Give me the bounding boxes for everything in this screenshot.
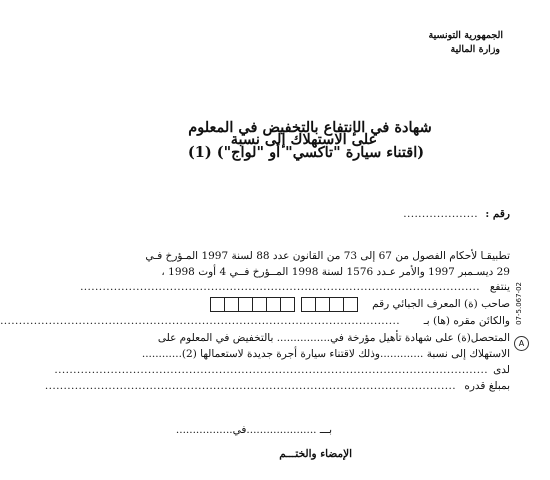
republic-header: الجمهورية التونسية bbox=[428, 30, 503, 41]
purpose-line: الاستهلاك إلى نسبة .............وذلك لاقتناء سيارة أجرة جديدة لاستعمالها (2)............ bbox=[141, 348, 510, 360]
tax-id-box[interactable] bbox=[280, 297, 295, 312]
at-label: لدى bbox=[493, 364, 510, 376]
certificate-line: المتحصل(ة) على شهادة تأهيل مؤرخة في................ بالتخفيض في المعلوم على bbox=[157, 332, 510, 344]
tax-id-box[interactable] bbox=[301, 297, 316, 312]
tax-id-box[interactable] bbox=[238, 297, 253, 312]
form-code: 07-5.067-02 bbox=[515, 282, 523, 325]
ministry-header: وزارة المالية bbox=[450, 44, 500, 55]
beneficiary-label: ينتفع bbox=[489, 281, 510, 293]
tax-id-label: صاحب (ة) المعرف الجبائي رقم bbox=[372, 298, 510, 310]
document-title-line2: على الاستهلاك إلى نسبة bbox=[230, 131, 378, 148]
at-field[interactable]: .................................................................................................................... bbox=[54, 364, 488, 376]
legal-basis-line1: تطبيقـا لأحكام الفصول من 67 إلى 73 من القانون عدد 88 لسنة 1997 المـؤرخ فـي bbox=[145, 250, 510, 262]
tax-id-boxes[interactable] bbox=[211, 297, 358, 312]
tax-id-box[interactable] bbox=[224, 297, 239, 312]
seal-icon: A bbox=[514, 336, 529, 351]
address-label: والكائن مقره (ها) بـ bbox=[423, 315, 510, 327]
tax-id-box[interactable] bbox=[266, 297, 281, 312]
tax-id-box[interactable] bbox=[210, 297, 225, 312]
reference-dots[interactable]: .................... bbox=[403, 208, 478, 220]
place-date-line[interactable]: بـــ .....................في................. bbox=[175, 424, 332, 436]
tax-id-box[interactable] bbox=[315, 297, 330, 312]
document-title-line1: شهادة في الإنتفاع بالتخفيض في المعلوم bbox=[188, 119, 432, 136]
amount-field[interactable]: .............................................................................................................. bbox=[44, 380, 456, 392]
document-title-line3: (اقتناء سيارة "تاكسي" أو "لواج") (1) bbox=[187, 144, 425, 161]
tax-id-box[interactable] bbox=[252, 297, 267, 312]
reference-label: رقم : bbox=[485, 208, 510, 220]
tax-id-box[interactable] bbox=[343, 297, 358, 312]
address-field[interactable]: ........................................................................................................... bbox=[0, 315, 400, 327]
signature-label: الإمضاء والختـــم bbox=[279, 448, 352, 460]
beneficiary-field[interactable]: ........................................................................................................... bbox=[80, 281, 480, 293]
amount-label: بمبلغ قدره bbox=[464, 380, 510, 392]
legal-basis-line2: 29 ديسـمبر 1997 والأمر عـدد 1576 لسنة 1998 المــؤرخ فــي 4 أوت 1998 ، bbox=[161, 266, 510, 278]
tax-id-box[interactable] bbox=[329, 297, 344, 312]
